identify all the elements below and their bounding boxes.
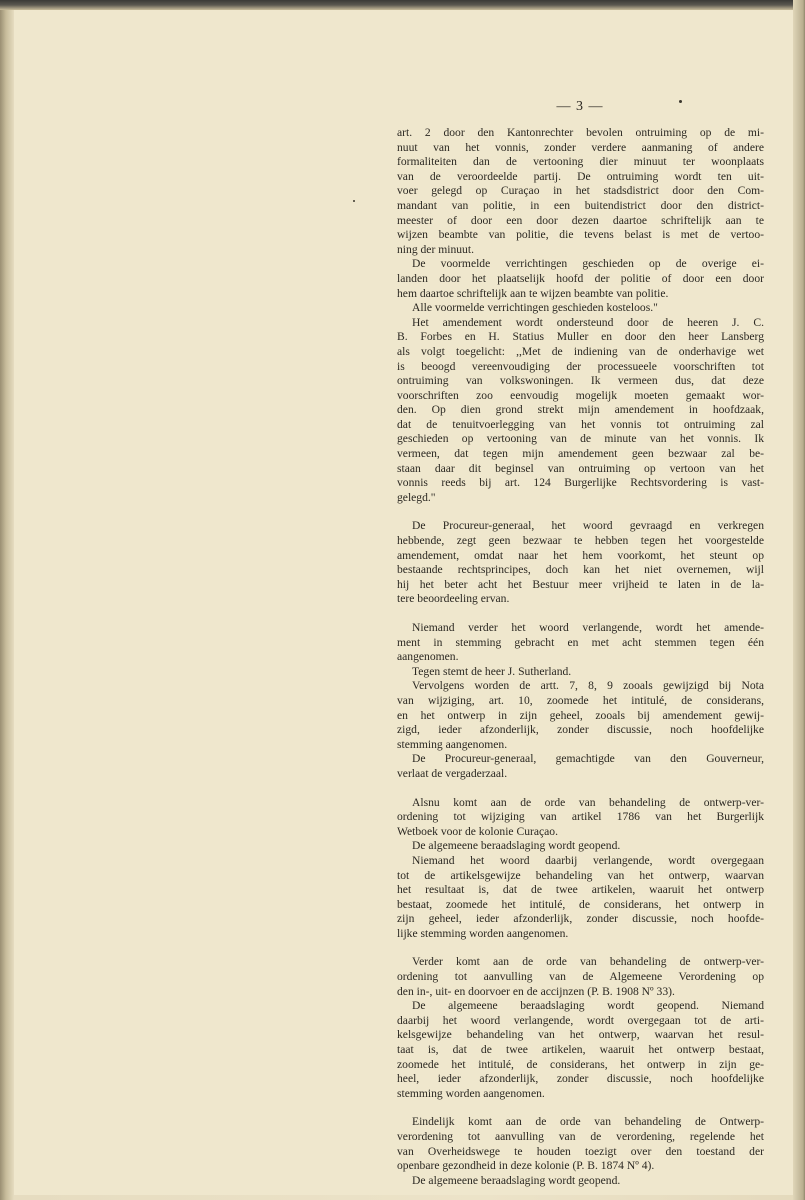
text-line: openbare gezondheid in deze kolonie (P. B. 1874 Nº 4). (397, 1159, 655, 1173)
scan-right-edge (793, 0, 805, 1200)
text-line: verordening tot aanvulling van de verordening, regelende het (397, 1130, 764, 1143)
paragraph (397, 126, 764, 257)
text-line: nuut van het vonnis, zonder verdere aanmaning of andere (397, 140, 764, 154)
paragraph (397, 999, 764, 1101)
text-line: De Procureur-generaal, gemachtigde van den Gouverneur, (412, 752, 764, 766)
text-line: Het amendement wordt ondersteund door de heeren J. C. (412, 315, 764, 329)
text-line: en het ontwerp in zijn geheel, zooals bij amendement gewij- (397, 708, 764, 722)
document-body (397, 126, 764, 1188)
text-line: daarbij het woord verlangende, wordt overgegaan tot de arti- (397, 1013, 764, 1027)
paragraph (397, 1115, 764, 1173)
paragraph (397, 301, 764, 316)
text-line: taat is, dat de twee artikelen, waaruit het ontwerp bestaat, (397, 1043, 764, 1057)
text-line: gelegd." (397, 490, 436, 504)
text-line: tot de artikelsgewijze behandeling van het ontwerp, waarvan (397, 868, 764, 882)
text-line: geschieden op vertooning van de minute van het vonnis. Ik (397, 432, 764, 446)
text-line: Wetboek voor de kolonie Curaçao. (397, 824, 559, 838)
text-line: dat de tenuitvoerlegging van het vonnis tot ontruiming zal (397, 417, 764, 431)
paragraph (397, 955, 764, 999)
paragraph (397, 519, 764, 607)
text-line: amendement, omdat naar het hem voorkomt, het steunt op (397, 548, 764, 562)
text-line: stemming aangenomen. (397, 737, 508, 751)
text-line: vermeen, dat tegen mijn amendement geen bezwaar zal be- (397, 447, 764, 461)
text-line: Niemand het woord daarbij verlangende, wordt overgegaan (412, 853, 764, 867)
text-line: De algemeene beraadslaging wordt geopend. (412, 1173, 621, 1187)
text-line: voer gelegd op Curaçao in het stadsdistrict door den Com- (397, 184, 764, 198)
text-line: formaliteiten dan de vertooning dier minuut ter woonplaats (397, 155, 764, 169)
text-line: aangenomen. (397, 650, 459, 664)
text-line: Alle voormelde verrichtingen geschieden kosteloos." (412, 301, 658, 315)
text-line: wijzen beambte van politie, die tevens belast is met de vertoo- (397, 228, 764, 242)
paragraph (397, 1174, 764, 1189)
text-line: hij het beter acht het Bestuur meer vrijheid te laten in de la- (397, 577, 764, 591)
text-line: Verder komt aan de orde van behandeling de ontwerp-ver- (412, 955, 764, 969)
paragraph-gap (397, 1101, 764, 1115)
text-line: vonnis reeds bij art. 124 Burgerlijke Rechtsvordering is vast- (397, 476, 764, 490)
text-line: zigd, ieder afzonderlijk, zonder discussie, noch hoofdelijke (397, 723, 764, 737)
text-line: stemming worden aangenomen. (397, 1086, 545, 1100)
text-line: Vervolgens worden de artt. 7, 8, 9 zooals gewijzigd bij Nota (412, 679, 764, 693)
text-line: staan daar dit beginsel van ontruiming op vertoon van het (397, 461, 764, 475)
paragraph (397, 679, 764, 752)
page-number: — 3 — (556, 99, 604, 114)
paragraph-gap (397, 607, 764, 621)
text-line: De algemeene beraadslaging wordt geopend. (412, 839, 621, 853)
text-line: zoomede het intitulé, de considerans, het ontwerp in zijn ge- (397, 1057, 764, 1071)
paragraph (397, 665, 764, 680)
paragraph (397, 316, 764, 506)
text-line: den. Op dien grond strekt mijn amendement in hoofdzaak, (397, 403, 764, 417)
paragraph (397, 854, 764, 942)
text-line: ment in stemming gebracht en met acht stemmen tegen één (397, 635, 764, 649)
text-line: tere beoordeeling ervan. (397, 592, 510, 606)
text-line: lijke stemming worden aangenomen. (397, 926, 569, 940)
text-line: als volgt toegelicht: ,,Met de indiening van de onderhavige wet (397, 344, 764, 358)
paragraph-gap (397, 505, 764, 519)
text-line: Niemand verder het woord verlangende, wordt het amende- (412, 621, 764, 634)
text-line: De Procureur-generaal, het woord gevraagd en verkregen (412, 519, 764, 533)
text-line: Tegen stemt de heer J. Sutherland. (412, 664, 572, 678)
text-line: verlaat de vergaderzaal. (397, 766, 508, 780)
text-line: van Overheidswege te houden toezigt over den toestand der (397, 1144, 764, 1158)
ink-speck (679, 100, 682, 103)
text-line: bestaande rechtsprincipes, doch kan het niet overnemen, wijl (397, 563, 764, 577)
text-line: ning der minuut. (397, 242, 474, 256)
text-line: bestaat, zoomede het intitulé, de considerans, het ontwerp in (397, 897, 764, 911)
paragraph (397, 257, 764, 301)
text-line: De algemeene beraadslaging wordt geopend. Niemand (412, 999, 764, 1013)
text-line: zijn geheel, ieder afzonderlijk, zonder discussie, noch hoofde- (397, 912, 764, 926)
paragraph (397, 839, 764, 854)
text-line: het resultaat is, dat de twee artikelen, waaruit het ontwerp (397, 883, 764, 897)
paragraph-gap (397, 782, 764, 796)
scan-top-edge (0, 0, 805, 10)
text-line: kelsgewijze behandeling van het ontwerp, waarvan het resul- (397, 1028, 764, 1042)
paragraph-gap (397, 941, 764, 955)
text-line: van de veroordeelde partij. De ontruiming wordt ten uit- (397, 169, 764, 183)
text-line: ontruiming van volkswoningen. Ik vermeen dus, dat deze (397, 374, 764, 388)
paragraph (397, 621, 764, 665)
text-line: landen door het plaatselijk hoofd der politie of door een door (397, 271, 764, 285)
text-line: Alsnu komt aan de orde van behandeling de ontwerp-ver- (412, 795, 764, 809)
text-line: heel, ieder afzonderlijk, zonder discussie, noch hoofdelijke (397, 1072, 764, 1086)
paragraph (397, 752, 764, 781)
text-line: meester of door een door dezen daartoe schriftelijk aan te (397, 213, 764, 227)
text-line: mandant van politie, in een buitendistrict door den district- (397, 198, 764, 212)
text-line: hem daartoe schriftelijk aan te wijzen beambte van politie. (397, 286, 669, 300)
text-line: De voormelde verrichtingen geschieden op de overige ei- (412, 257, 764, 271)
text-line: art. 2 door den Kantonrechter bevolen ontruiming op de mi- (397, 126, 764, 139)
text-line: Eindelijk komt aan de orde van behandeling de Ontwerp- (412, 1115, 764, 1129)
text-line: is beoogd vereenvoudiging der processueele voorschriften tot (397, 359, 764, 373)
text-line: hebbende, zegt geen bezwaar te hebben tegen het voorgestelde (397, 534, 764, 548)
text-line: van wijziging, art. 10, zoomede het intitulé, de considerans, (397, 693, 764, 707)
text-line: B. Forbes en H. Statius Muller en door den heer Lansberg (397, 330, 764, 344)
text-line: ordening tot aanvulling van de Algemeene Verordening op (397, 970, 764, 984)
text-line: den in-, uit- en doorvoer en de accijnzen (P. B. 1908 Nº 33). (397, 984, 675, 998)
text-line: ordening tot wijziging van artikel 1786 van het Burgerlijk (397, 810, 764, 824)
text-line: voorschriften zoo eenvoudig mogelijk moeten gemaakt wor- (397, 388, 764, 402)
ink-speck (353, 200, 355, 202)
paragraph (397, 796, 764, 840)
